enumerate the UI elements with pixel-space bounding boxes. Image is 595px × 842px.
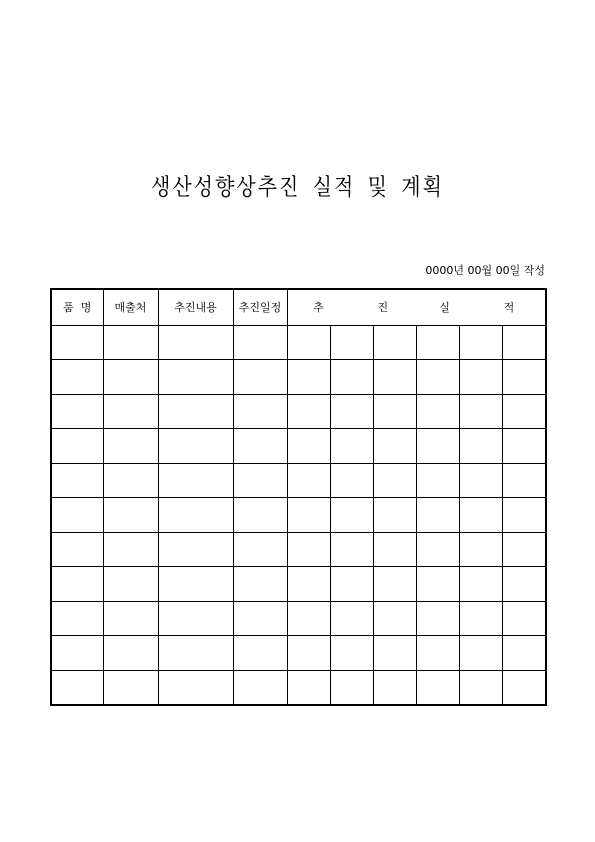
table-cell[interactable] — [459, 325, 502, 360]
table-cell[interactable] — [51, 360, 103, 395]
table-cell[interactable] — [330, 325, 373, 360]
table-cell[interactable] — [502, 463, 546, 498]
table-row — [51, 567, 546, 602]
table-cell[interactable] — [287, 325, 330, 360]
table-cell[interactable] — [51, 325, 103, 360]
table-cell[interactable] — [502, 498, 546, 533]
table-cell[interactable] — [330, 394, 373, 429]
table-cell[interactable] — [502, 394, 546, 429]
table-cell[interactable] — [233, 394, 287, 429]
table-cell[interactable] — [103, 325, 158, 360]
table-cell[interactable] — [373, 601, 416, 636]
table-cell[interactable] — [459, 429, 502, 464]
table-row — [51, 429, 546, 464]
table-cell[interactable] — [373, 567, 416, 602]
table-cell[interactable] — [158, 498, 233, 533]
table-cell[interactable] — [287, 670, 330, 705]
table-cell[interactable] — [158, 429, 233, 464]
table-cell[interactable] — [103, 394, 158, 429]
table-cell[interactable] — [103, 532, 158, 567]
header-content: 추진내용 — [158, 289, 233, 325]
table-cell[interactable] — [330, 532, 373, 567]
table-cell[interactable] — [287, 636, 330, 671]
table-cell[interactable] — [233, 601, 287, 636]
table-cell[interactable] — [287, 429, 330, 464]
table-cell[interactable] — [330, 636, 373, 671]
table-row — [51, 498, 546, 533]
table-cell[interactable] — [51, 636, 103, 671]
table-cell[interactable] — [158, 394, 233, 429]
table-cell[interactable] — [103, 498, 158, 533]
table-cell[interactable] — [330, 670, 373, 705]
header-performance-char: 추 — [313, 301, 324, 315]
table-cell[interactable] — [502, 567, 546, 602]
table-cell[interactable] — [416, 532, 459, 567]
table-cell[interactable] — [158, 567, 233, 602]
table-cell[interactable] — [459, 601, 502, 636]
header-item-name: 품 명 — [51, 289, 103, 325]
table-cell[interactable] — [158, 636, 233, 671]
table-cell[interactable] — [51, 670, 103, 705]
table-cell[interactable] — [158, 463, 233, 498]
table-cell[interactable] — [51, 532, 103, 567]
table-row — [51, 325, 546, 360]
table-cell[interactable] — [373, 636, 416, 671]
header-performance-char: 적 — [503, 301, 515, 315]
table-cell[interactable] — [416, 636, 459, 671]
table-row — [51, 360, 546, 395]
table-cell[interactable] — [287, 567, 330, 602]
table-cell[interactable] — [459, 498, 502, 533]
table-cell[interactable] — [51, 429, 103, 464]
table-cell[interactable] — [373, 394, 416, 429]
table-cell[interactable] — [330, 567, 373, 602]
table-cell[interactable] — [373, 532, 416, 567]
table-cell[interactable] — [502, 636, 546, 671]
table-cell[interactable] — [459, 670, 502, 705]
table-cell[interactable] — [416, 601, 459, 636]
table-cell[interactable] — [287, 532, 330, 567]
table-cell[interactable] — [158, 360, 233, 395]
table-cell[interactable] — [287, 394, 330, 429]
table-cell[interactable] — [416, 498, 459, 533]
table-cell[interactable] — [103, 360, 158, 395]
table-cell[interactable] — [502, 429, 546, 464]
table-row — [51, 532, 546, 567]
table-cell[interactable] — [51, 498, 103, 533]
table-cell[interactable] — [502, 325, 546, 360]
table-cell[interactable] — [373, 670, 416, 705]
table-cell[interactable] — [51, 601, 103, 636]
header-performance-char: 진 — [377, 301, 389, 315]
table-cell[interactable] — [502, 670, 546, 705]
table-cell[interactable] — [233, 532, 287, 567]
table-row — [51, 636, 546, 671]
table-cell[interactable] — [287, 601, 330, 636]
table-row — [51, 670, 546, 705]
table-row — [51, 463, 546, 498]
table-cell[interactable] — [502, 532, 546, 567]
table-cell[interactable] — [459, 567, 502, 602]
table-cell[interactable] — [416, 670, 459, 705]
table-cell[interactable] — [459, 636, 502, 671]
table-cell[interactable] — [51, 567, 103, 602]
table-cell[interactable] — [330, 498, 373, 533]
table-cell[interactable] — [502, 601, 546, 636]
table-cell[interactable] — [416, 360, 459, 395]
table-cell[interactable] — [287, 360, 330, 395]
table-cell[interactable] — [103, 670, 158, 705]
table-cell[interactable] — [459, 394, 502, 429]
table-cell[interactable] — [233, 360, 287, 395]
table-cell[interactable] — [330, 463, 373, 498]
table-cell[interactable] — [233, 429, 287, 464]
table-cell[interactable] — [103, 429, 158, 464]
table-cell[interactable] — [158, 601, 233, 636]
table-cell[interactable] — [330, 360, 373, 395]
table-row — [51, 394, 546, 429]
table-cell[interactable] — [373, 498, 416, 533]
table-cell[interactable] — [416, 394, 459, 429]
table-cell[interactable] — [459, 463, 502, 498]
header-performance — [287, 289, 546, 325]
table-cell[interactable] — [103, 636, 158, 671]
table-cell[interactable] — [158, 325, 233, 360]
table-cell[interactable] — [158, 670, 233, 705]
table-cell[interactable] — [103, 567, 158, 602]
table-cell[interactable] — [416, 463, 459, 498]
header-customer: 매출처 — [103, 289, 158, 325]
table-cell[interactable] — [158, 532, 233, 567]
table-cell[interactable] — [287, 498, 330, 533]
table-cell[interactable] — [103, 463, 158, 498]
table-cell[interactable] — [51, 463, 103, 498]
table-cell[interactable] — [373, 463, 416, 498]
table-cell[interactable] — [373, 360, 416, 395]
table-cell[interactable] — [233, 670, 287, 705]
table-cell[interactable] — [233, 636, 287, 671]
table-cell[interactable] — [416, 567, 459, 602]
table-cell[interactable] — [330, 601, 373, 636]
table-cell[interactable] — [103, 601, 158, 636]
table-cell[interactable] — [373, 325, 416, 360]
table-cell[interactable] — [233, 567, 287, 602]
table-cell[interactable] — [459, 532, 502, 567]
table-cell[interactable] — [233, 325, 287, 360]
performance-table — [50, 288, 547, 706]
document-title: 생산성향상추진 실적 및 계획 — [151, 172, 444, 201]
table-cell[interactable] — [51, 394, 103, 429]
header-schedule: 추진일정 — [233, 289, 287, 325]
table-cell[interactable] — [233, 498, 287, 533]
table-cell[interactable] — [416, 325, 459, 360]
table-cell[interactable] — [373, 429, 416, 464]
table-cell[interactable] — [330, 429, 373, 464]
table-cell[interactable] — [502, 360, 546, 395]
table-cell[interactable] — [459, 360, 502, 395]
table-row — [51, 601, 546, 636]
table-cell[interactable] — [287, 463, 330, 498]
header-performance-char: 실 — [439, 301, 450, 315]
table-header-row — [51, 289, 546, 325]
date-line: 0000년 00월 00일 작성 — [425, 264, 545, 277]
table-cell[interactable] — [233, 463, 287, 498]
table-cell[interactable] — [416, 429, 459, 464]
